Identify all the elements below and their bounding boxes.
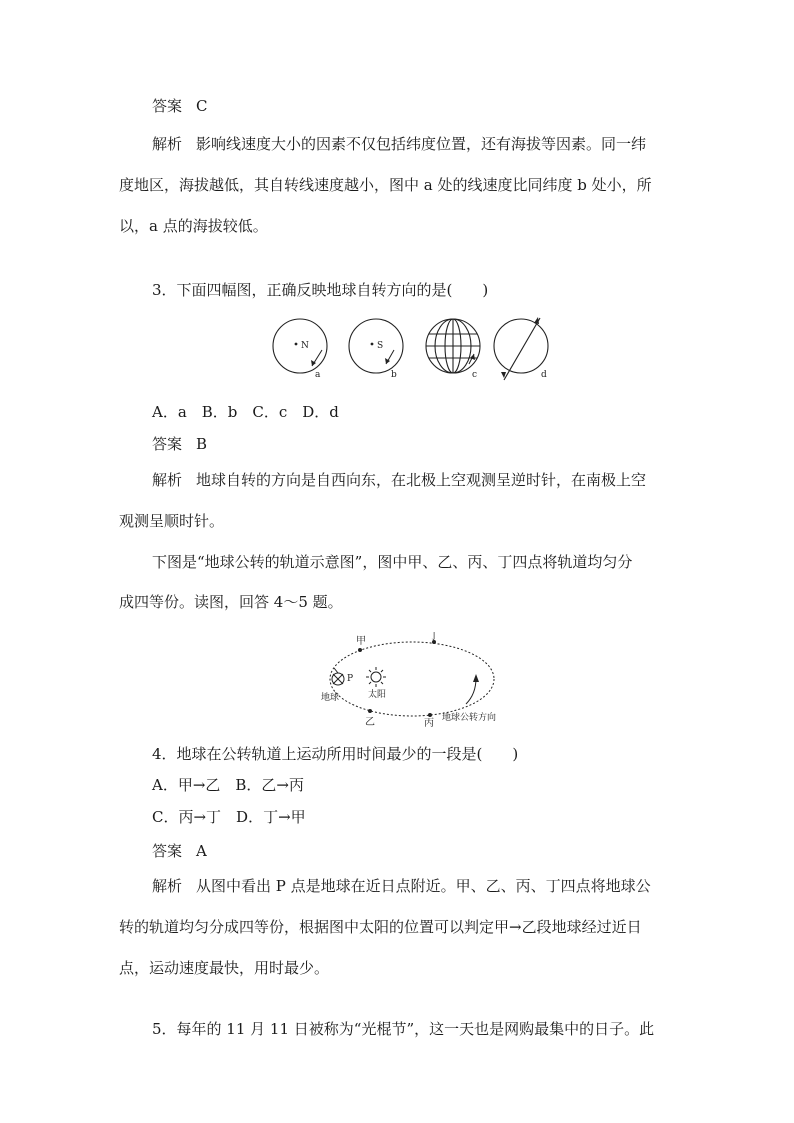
q3-stem: 3．下面四幅图，正确反映地球自转方向的是( ) — [152, 281, 489, 299]
label-bing: 丙 — [424, 718, 434, 728]
orbit-figure — [316, 632, 516, 728]
earth-symbol — [332, 668, 344, 685]
globe-d — [494, 319, 548, 373]
sun-symbol — [366, 667, 386, 687]
explanation-label: 解析 — [152, 471, 183, 489]
answer-value: A — [196, 842, 207, 860]
q4-stem: 4．地球在公转轨道上运动所用时间最少的一段是( ) — [152, 745, 519, 763]
intro-line-1: 下图是“地球公转的轨道示意图”，图中甲、乙、丙、丁四点将轨道均匀分 — [152, 553, 633, 571]
q5-stem: 5．每年的 11 月 11 日被称为“光棍节”，这一天也是网购最集中的日子。此 — [152, 1020, 655, 1038]
globe-a — [273, 319, 327, 373]
point-yi — [368, 709, 372, 713]
q2-answer — [152, 96, 208, 116]
point-bing — [428, 713, 432, 717]
label-s: S — [377, 341, 384, 351]
q4-options-row-2: C．丙→丁 D．丁→甲 — [152, 808, 306, 826]
q3-explanation-line-1: 解析 地球自转的方向是自西向东，在北极上空观测呈逆时针，在南极上空 — [152, 471, 647, 489]
answer-value: B — [196, 435, 208, 453]
label-earth: 地球 — [321, 693, 340, 703]
explanation-label: 解析 — [152, 135, 183, 153]
q2-explanation-line-3: 以，a 点的海拔较低。 — [119, 217, 268, 235]
label-p: P — [347, 674, 354, 684]
label-sun: 太阳 — [368, 690, 387, 700]
q4-explanation-line-2: 转的轨道均匀分成四等份，根据图中太阳的位置可以判定甲→乙段地球经过近日 — [119, 918, 642, 936]
answer-label: 答案 — [152, 842, 183, 860]
label-n: N — [301, 341, 309, 351]
label-direction: 地球公转方向 — [442, 713, 497, 723]
q4-explanation-line-3: 点，运动速度最快，用时最少。 — [119, 959, 330, 977]
answer-label: 答案 — [152, 435, 183, 453]
globe-b — [349, 319, 403, 373]
q4-explanation-line-1: 解析 从图中看出 P 点是地球在近日点附近。甲、乙、丙、丁四点将地球公 — [152, 877, 651, 895]
rotation-direction-figure — [268, 314, 558, 390]
q4-options-row-1: A．甲→乙 B．乙→丙 — [152, 776, 304, 794]
orbit-path — [330, 642, 494, 716]
q3-explanation-line-2: 观测呈顺时针。 — [119, 512, 225, 530]
label-a: a — [315, 370, 321, 380]
q3-answer — [152, 434, 207, 454]
point-jia — [358, 648, 362, 652]
explanation-label: 解析 — [152, 877, 183, 895]
label-ding: 丁 — [429, 632, 439, 642]
label-b: b — [391, 370, 397, 380]
q4-answer — [152, 841, 207, 861]
q2-explanation-line-2: 度地区，海拔越低，其自转线速度越小，图中 a 处的线速度比同纬度 b 处小，所 — [119, 176, 652, 194]
intro-line-2: 成四等份。读图，回答 4～5 题。 — [119, 593, 343, 611]
q2-explanation-line-1: 解析 影响线速度大小的因素不仅包括纬度位置，还有海拔等因素。同一纬 — [152, 135, 647, 153]
label-yi: 乙 — [365, 717, 375, 728]
label-d: d — [541, 370, 547, 380]
answer-value: C — [196, 97, 208, 115]
q3-options: A．a B．b C．c D．d — [152, 403, 339, 421]
answer-label: 答案 — [152, 97, 183, 115]
label-c: c — [472, 370, 478, 380]
label-jia: 甲 — [356, 636, 366, 647]
